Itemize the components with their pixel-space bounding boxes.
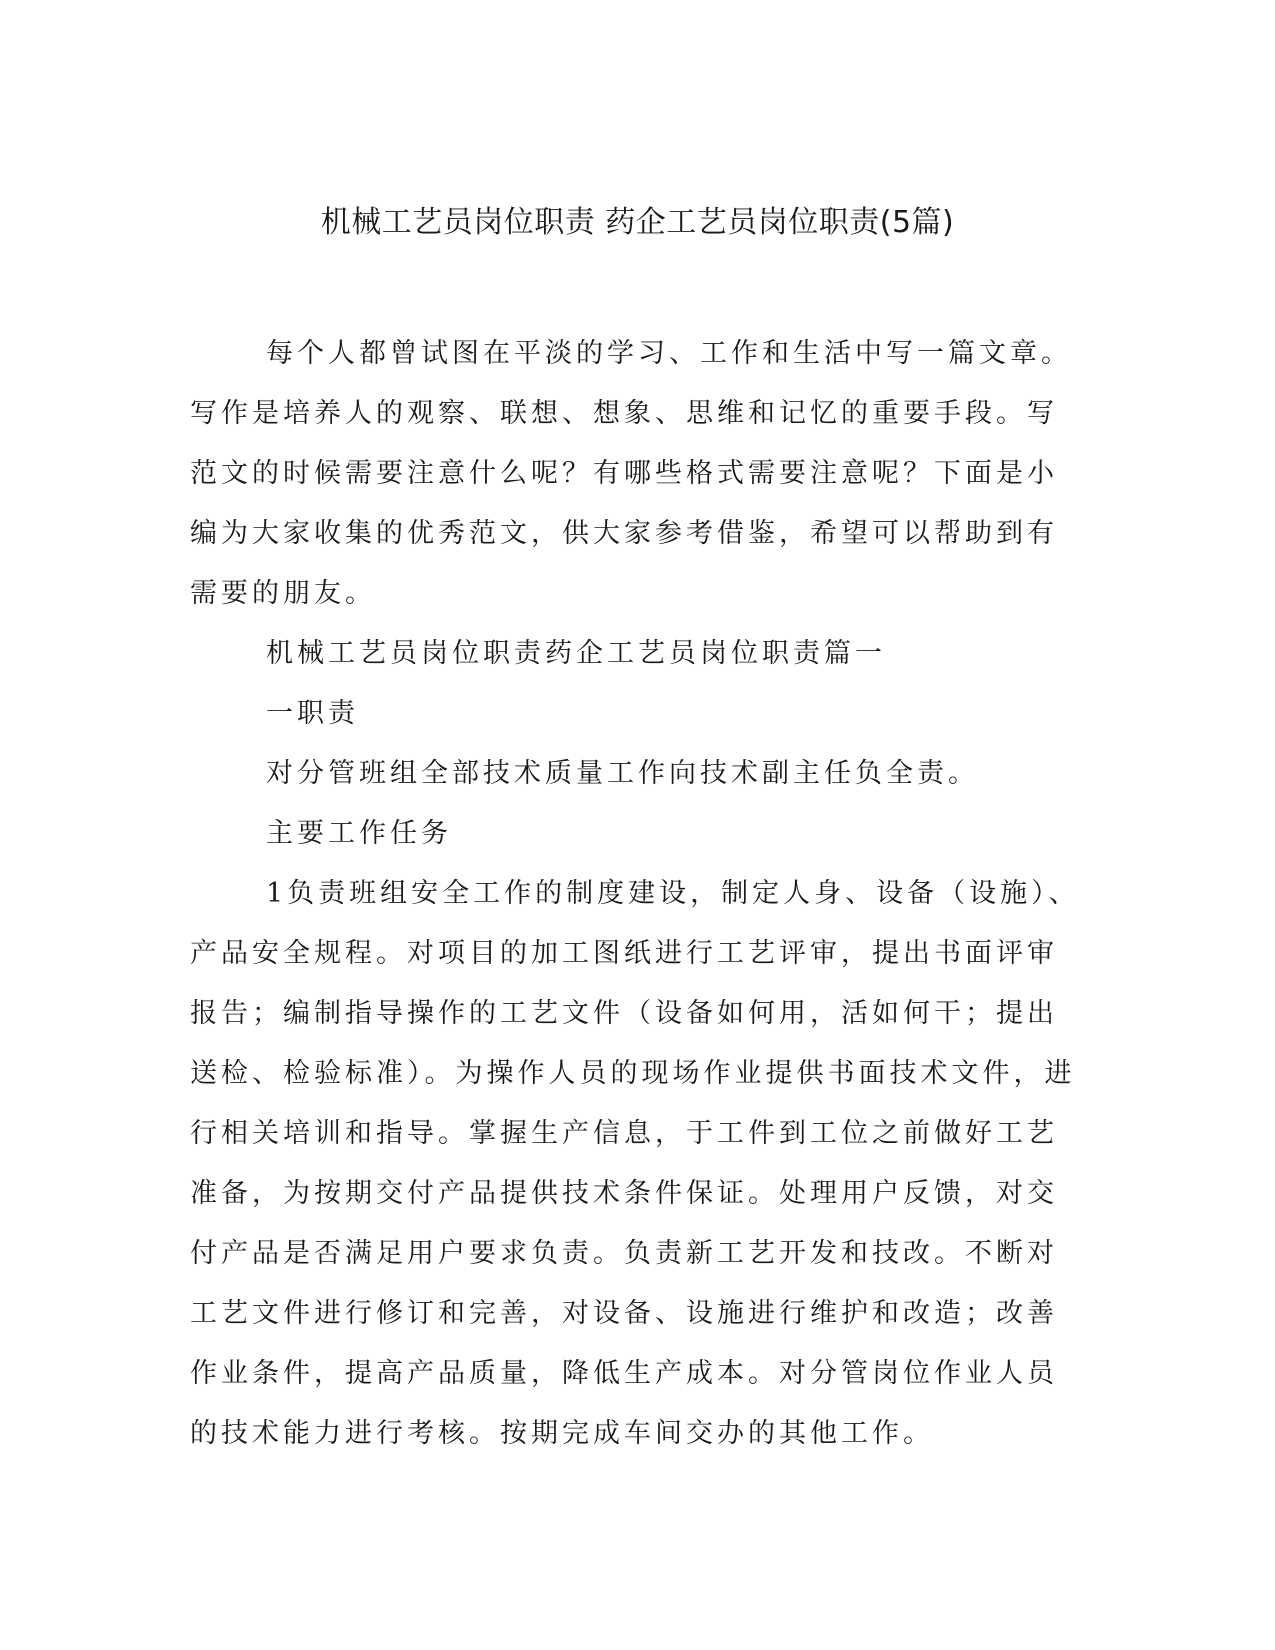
subheading-main-tasks: 主要工作任务 (266, 818, 452, 849)
subheading-duties: 一职责 (266, 698, 359, 729)
section-heading: 机械工艺员岗位职责药企工艺员岗位职责篇一 (266, 638, 886, 669)
document-body (190, 324, 1080, 1464)
intro-paragraph: 每个人都曾试图在平淡的学习、工作和生活中写一篇文章。写作是培养人的观察、联想、想象、思维和记忆的重要手段。写范文的时候需要注意什么呢？有哪些格式需要注意呢？下面是小编为大家收集的优秀范文，供大家参考借鉴，希望可以帮助到有需要的朋友。 (190, 338, 1072, 609)
duty-statement: 对分管班组全部技术质量工作向技术副主任负全责。 (266, 758, 979, 789)
task-paragraph: 1负责班组安全工作的制度建设，制定人身、设备（设施）、产品安全规程。对项目的加工图纸进行工艺评审，提出书面评审报告；编制指导操作的工艺文件（设备如何用，活如何干；提出送检、检验标准）。为操作人员的现场作业提供书面技术文件，进行相关培训和指导。掌握生产信息，于工件到工位之前做好工艺准备，为按期交付产品提供技术条件保证。处理用户反馈，对交付产品是否满足用户要求负责。负责新工艺开发和技改。不断对工艺文件进行修订和完善，对设备、设施进行维护和改造；改善作业条件，提高产品质量，降低生产成本。对分管岗位作业人员的技术能力进行考核。按期完成车间交办的其他工作。 (190, 878, 1080, 1449)
document-title: 机械工艺员岗位职责 药企工艺员岗位职责(5篇) (320, 205, 955, 240)
